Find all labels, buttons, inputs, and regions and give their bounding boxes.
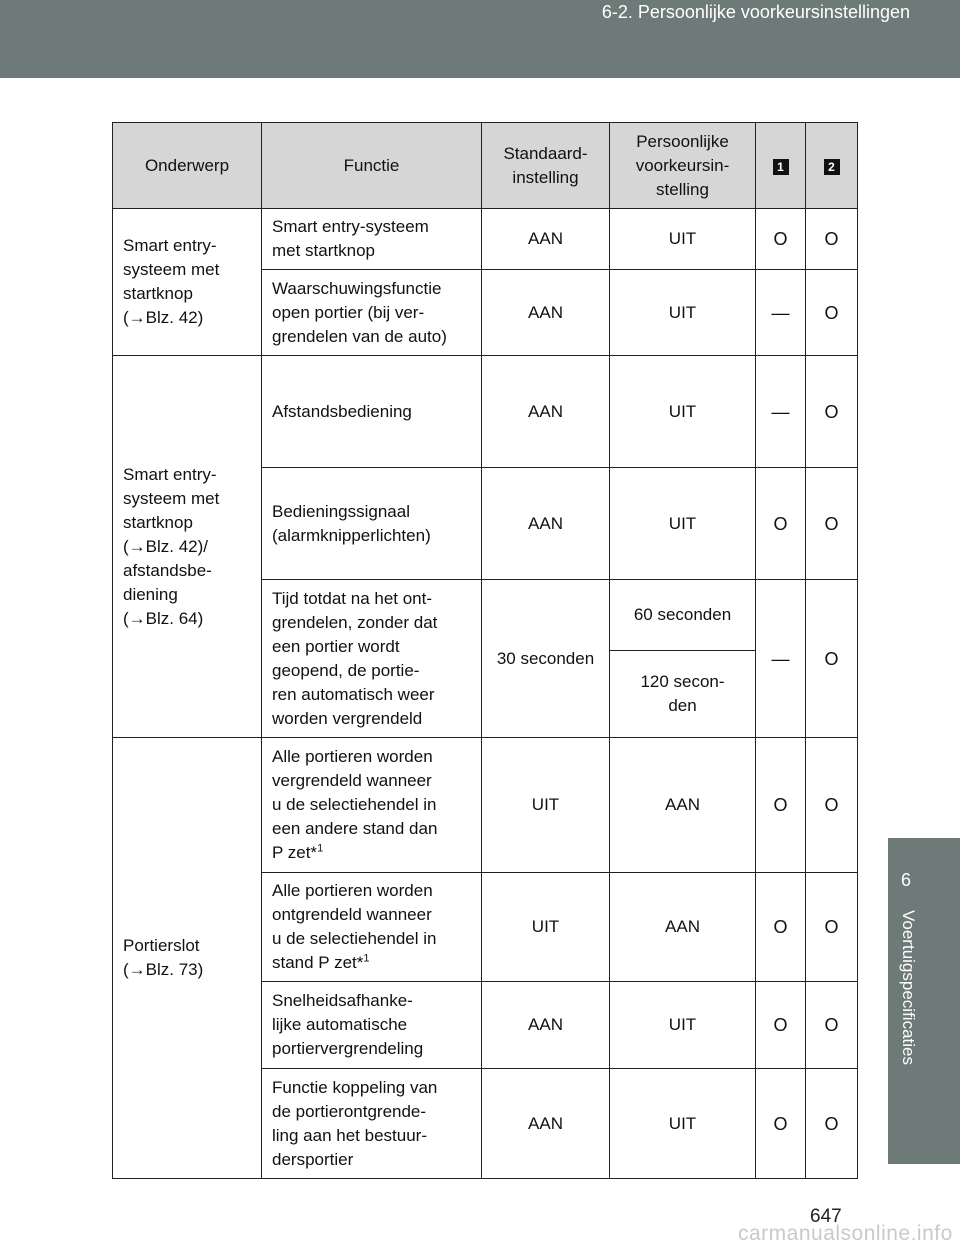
group-subject: Smart entry- systeem met startknop (→Blz. 42)	[113, 209, 262, 356]
mark-col1: O	[756, 468, 806, 580]
function-cell: Afstandsbediening	[262, 356, 482, 468]
header-default: Standaard- instelling	[482, 123, 610, 209]
custom-cell: UIT	[610, 356, 756, 468]
section-title: 6-2. Persoonlijke voorkeursinstellingen	[601, 2, 910, 22]
custom-cell: UIT	[610, 982, 756, 1069]
function-text: Alle portieren worden vergrendeld wanneer u de selectiehendel in een andere stand dan P zet*	[272, 747, 438, 862]
mark-col2: O	[806, 580, 858, 738]
custom-cell-a: 60 seconden	[610, 580, 756, 651]
custom-cell: AAN	[610, 738, 756, 873]
mark-col2: O	[806, 873, 858, 982]
chapter-side-tab	[888, 838, 960, 1164]
mark-col2: O	[806, 209, 858, 270]
page-number: 647	[810, 1206, 842, 1227]
default-cell: UIT	[482, 873, 610, 982]
mark-col1: —	[756, 356, 806, 468]
footnote-mark: 1	[317, 842, 324, 855]
group-subject: Smart entry- systeem met startknop (→Blz. 42)/ afstandsbe- diening (→Blz. 64)	[113, 356, 262, 738]
default-cell: 30 seconden	[482, 580, 610, 738]
mark-col1: —	[756, 270, 806, 356]
header-col1	[756, 123, 806, 209]
custom-cell: UIT	[610, 468, 756, 580]
custom-cell-b: 120 secon- den	[610, 651, 756, 738]
header-custom: Persoonlijke voorkeursin- stelling	[610, 123, 756, 209]
header-subject: Onderwerp	[113, 123, 262, 209]
mark-col2: O	[806, 738, 858, 873]
default-cell: AAN	[482, 356, 610, 468]
mark-col1: O	[756, 1069, 806, 1179]
mark-col2: O	[806, 356, 858, 468]
custom-cell: AAN	[610, 873, 756, 982]
function-cell: Snelheidsafhanke- lijke automatische portiervergrendeling	[262, 982, 482, 1069]
table-row	[113, 356, 858, 468]
function-cell: Smart entry-systeem met startknop	[262, 209, 482, 270]
table-row	[113, 738, 858, 873]
mark-col2: O	[806, 982, 858, 1069]
mark-col1: —	[756, 580, 806, 738]
chapter-label: Voertuigspecificaties	[899, 910, 918, 1065]
default-cell: AAN	[482, 982, 610, 1069]
mark-col1: O	[756, 738, 806, 873]
function-cell: Bedieningssignaal (alarmknipperlichten)	[262, 468, 482, 580]
default-cell: AAN	[482, 468, 610, 580]
default-cell: UIT	[482, 738, 610, 873]
customization-table	[112, 122, 858, 1179]
mark-col2: O	[806, 1069, 858, 1179]
default-cell: AAN	[482, 1069, 610, 1179]
footnote-mark: 1	[363, 952, 370, 965]
header-bar	[0, 0, 960, 78]
function-cell	[262, 873, 482, 982]
mark-col2: O	[806, 270, 858, 356]
function-cell	[262, 738, 482, 873]
function-cell: Functie koppeling van de portierontgrende- ling aan het bestuur- dersportier	[262, 1069, 482, 1179]
function-cell: Tijd totdat na het ont- grendelen, zonder dat een portier wordt geopend, de portie- ren automatisch weer worden vergrendeld	[262, 580, 482, 738]
header-function: Functie	[262, 123, 482, 209]
custom-cell: UIT	[610, 1069, 756, 1179]
header-col2	[806, 123, 858, 209]
custom-cell: UIT	[610, 209, 756, 270]
mark-col1: O	[756, 873, 806, 982]
function-cell: Waarschuwingsfunctie open portier (bij ver- grendelen van de auto)	[262, 270, 482, 356]
default-cell: AAN	[482, 209, 610, 270]
watermark: carmanualsonline.info	[738, 1222, 953, 1245]
table-header-row	[113, 123, 858, 209]
function-text: Alle portieren worden ontgrendeld wanneer u de selectiehendel in stand P zet*	[272, 881, 437, 972]
group-subject: Portierslot (→Blz. 73)	[113, 738, 262, 1179]
chapter-number: 6	[900, 870, 911, 890]
default-cell: AAN	[482, 270, 610, 356]
mark-col1: O	[756, 209, 806, 270]
mark-col2: O	[806, 468, 858, 580]
table-row	[113, 209, 858, 270]
mark-col1: O	[756, 982, 806, 1069]
custom-cell: UIT	[610, 270, 756, 356]
col2-badge: 2	[824, 159, 840, 175]
col1-badge: 1	[773, 159, 789, 175]
